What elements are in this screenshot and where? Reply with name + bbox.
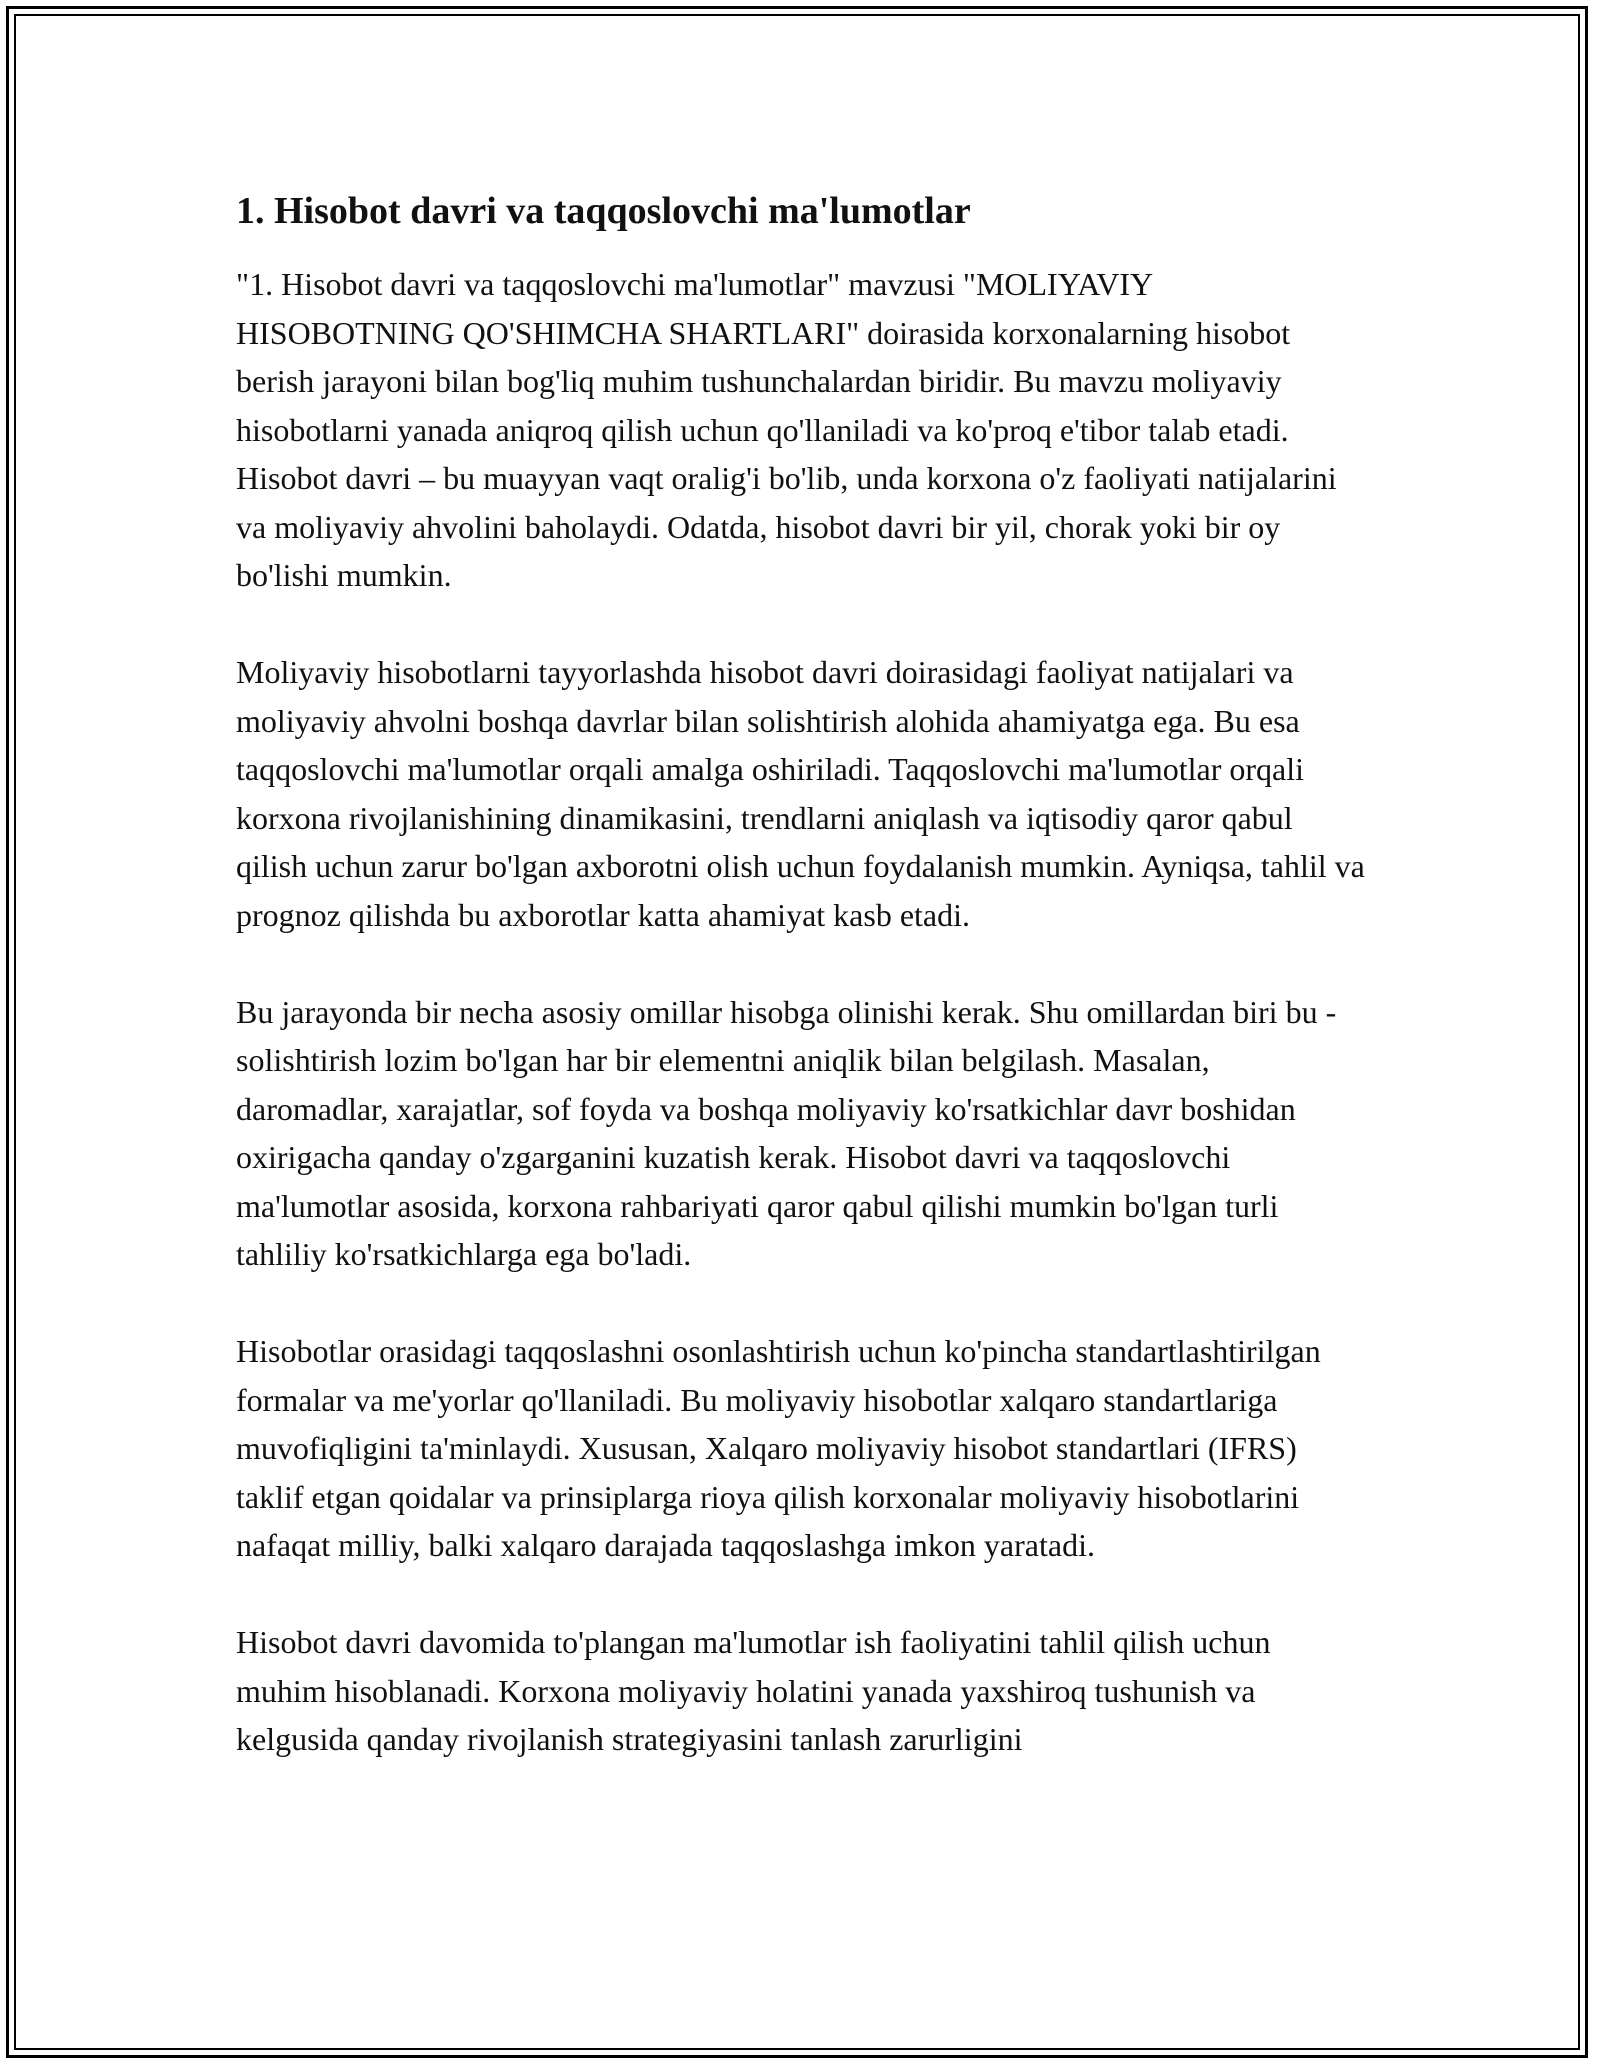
paragraph-3: Bu jarayonda bir necha asosiy omillar hisobga olinishi kerak. Shu omillardan biri bu - solishtirish lozim bo'lgan har bir elementni aniqlik bilan belgilash. Masalan, daromadlar, xarajatlar, sof foyda va boshqa moliyaviy ko'rsatkichlar davr boshidan oxirigacha qanday o'zgarganini kuzatish kerak. Hisobot davri va taqqoslovchi ma'lumotlar asosida, korxona rahbariyati qaror qabul qilishi mumkin bo'lgan turli tahliliy ko'rsatkichlarga ega bo'ladi.: [236, 993, 1337, 1272]
paragraph-2: Moliyaviy hisobotlarni tayyorlashda hisobot davri doirasidagi faoliyat natijalari va moliyaviy ahvolni boshqa davrlar bilan solishtirish alohida ahamiyatga ega. Bu esa taqqoslovchi ma'lumotlar orqali amalga oshiriladi. Taqqoslovchi ma'lumotlar orqali korxona rivojlanishining dinamikasini, trendlarni aniqlash va iqtisodiy qaror qabul qilish uchun zarur bo'lgan axborotni olish uchun foydalanish mumkin. Ayniqsa, tahlil va prognoz qilishda bu axborotlar katta ahamiyat kasb etadi.: [236, 654, 1365, 933]
section-heading: 1. Hisobot davri va taqqoslovchi ma'lumotlar: [236, 190, 971, 232]
paragraph-1: "1. Hisobot davri va taqqoslovchi ma'lumotlar" mavzusi "MOLIYAVIY HISOBOTNING QO'SHIMCHA SHARTLARI" doirasida korxonalarning hisobot berish jarayoni bilan bog'liq muhim tushunchalardan biridir. Bu mavzu moliyaviy hisobotlarni yanada aniqroq qilish uchun qo'llaniladi va ko'proq e'tibor talab etadi. Hisobot davri – bu muayyan vaqt oralig'i bo'lib, unda korxona o'z faoliyati natijalarini va moliyaviy ahvolini baholaydi. Odatda, hisobot davri bir yil, chorak yoki bir oy bo'lishi mumkin.: [236, 266, 1337, 593]
paragraph-5: Hisobot davri davomida to'plangan ma'lumotlar ish faoliyatini tahlil qilish uchun muhim hisoblanadi. Korxona moliyaviy holatini yanada yaxshiroq tushunish va kelgusida qanday rivojlanish strategiyasini tanlash zarurligini: [236, 1624, 1271, 1757]
document-body: [236, 186, 1366, 1812]
paragraph-4: Hisobotlar orasidagi taqqoslashni osonlashtirish uchun ko'pincha standartlashtirilgan formalar va me'yorlar qo'llaniladi. Bu moliyaviy hisobotlar xalqaro standartlariga muvofiqligini ta'minlaydi. Xususan, Xalqaro moliyaviy hisobot standartlari (IFRS) taklif etgan qoidalar va prinsiplarga rioya qilish korxonalar moliyaviy hisobotlarini nafaqat milliy, balki xalqaro darajada taqqoslashga imkon yaratadi.: [236, 1333, 1321, 1563]
